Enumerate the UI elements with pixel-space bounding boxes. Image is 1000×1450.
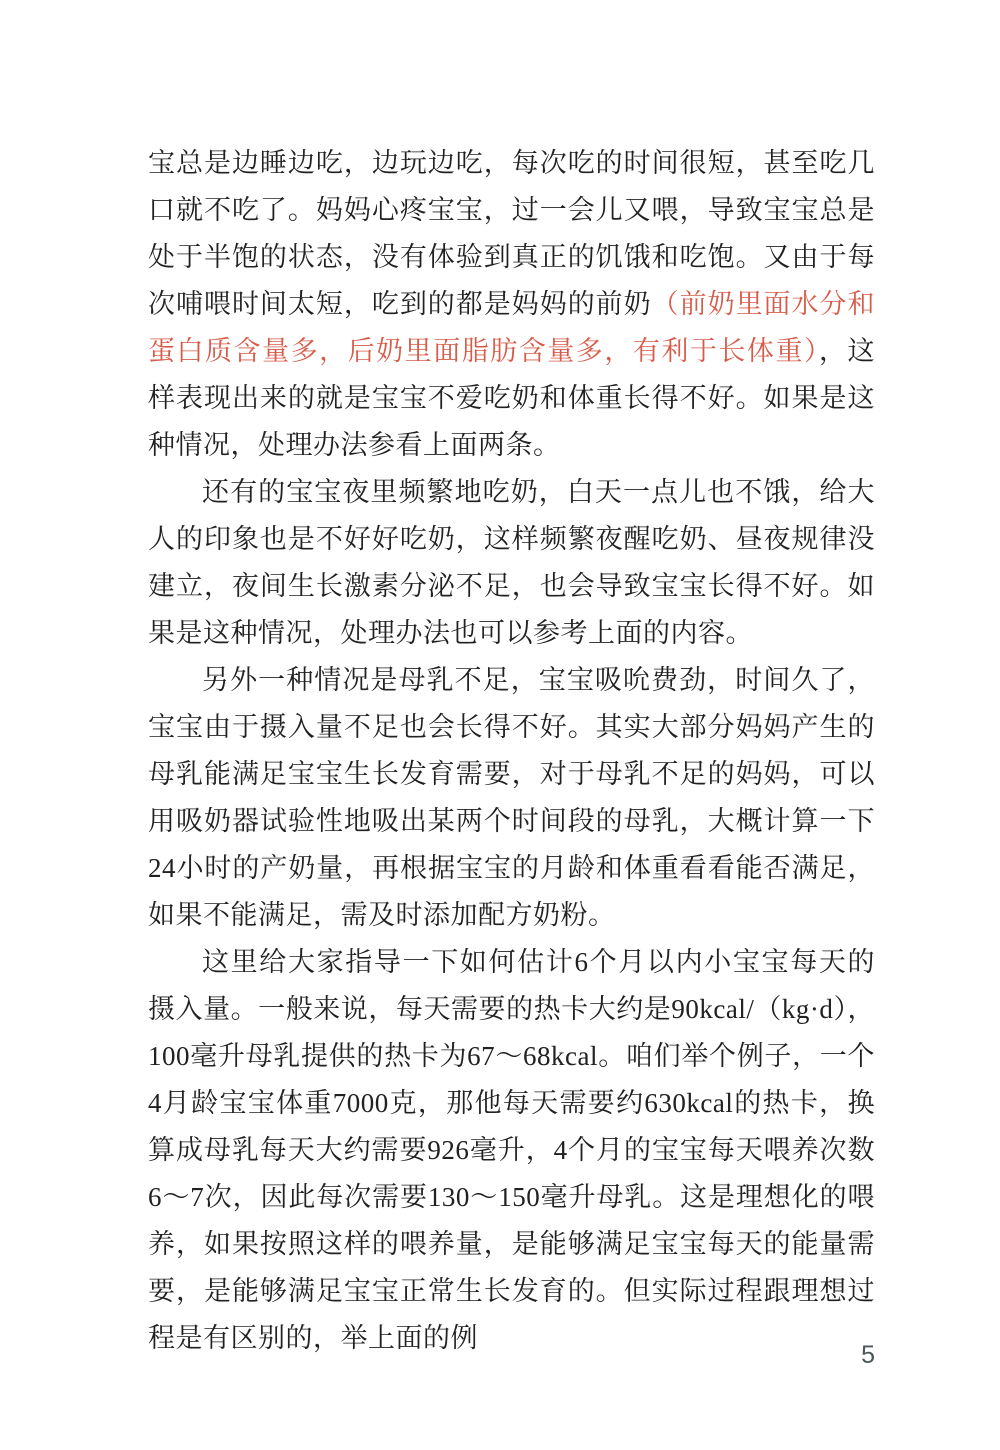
paragraph-4-segment-1: 这里给大家指导一下如何估计6个月以内小宝宝每天的摄入量。一般来说，每天需要的热卡大约是90kcal/（kg·d），100毫升母乳提供的热卡为67～68kcal。咱们举个例子，一个4月龄宝宝体重7000克，那他每天需要约630kcal的热卡，换算成母乳每天大约需要926毫升，4个月的宝宝每天喂养次数6～7次，因此每次需要130～150毫升母乳。这是理想化的喂养，如果按照这样的喂养量，是能够满足宝宝每天的能量需要，是能够满足宝宝正常生长发育的。但实际过程跟理想过程是有区别的，举上面的例	[148, 947, 875, 1353]
paragraph-1-segment-3: ，这样表现出来的就是宝宝不爱吃奶和体重长得不好。如果是这种情况，处理办法参看上面两条。	[148, 336, 876, 460]
paragraph-2-segment-1: 还有的宝宝夜里频繁地吃奶，白天一点儿也不饿，给大人的印象也是不好好吃奶，这样频繁夜醒吃奶、昼夜规律没建立，夜间生长激素分泌不足，也会导致宝宝长得不好。如果是这种情况，处理办法也可以参考上面的内容。	[148, 477, 875, 648]
paragraph-4	[148, 939, 875, 1362]
text-block	[148, 140, 875, 1362]
paragraph-3	[148, 657, 875, 939]
page-number: 5	[861, 1341, 875, 1369]
paragraph-1	[148, 140, 875, 469]
paragraph-1-highlight-note: （前奶里面水分和蛋白质含量多，后奶里面脂肪含量多，有利于长体重）	[148, 289, 876, 366]
paragraph-1-segment-1: 宝总是边睡边吃，边玩边吃，每次吃的时间很短，甚至吃几口就不吃了。妈妈心疼宝宝，过一会儿又喂，导致宝宝总是处于半饱的状态，没有体验到真正的饥饿和吃饱。又由于每次哺喂时间太短，吃到的都是妈妈的前奶	[148, 148, 875, 319]
paragraph-2	[148, 469, 875, 657]
paragraph-3-segment-1: 另外一种情况是母乳不足，宝宝吸吮费劲，时间久了，宝宝由于摄入量不足也会长得不好。其实大部分妈妈产生的母乳能满足宝宝生长发育需要，对于母乳不足的妈妈，可以用吸奶器试验性地吸出某两个时间段的母乳，大概计算一下24小时的产奶量，再根据宝宝的月龄和体重看看能否满足，如果不能满足，需及时添加配方奶粉。	[148, 665, 875, 930]
